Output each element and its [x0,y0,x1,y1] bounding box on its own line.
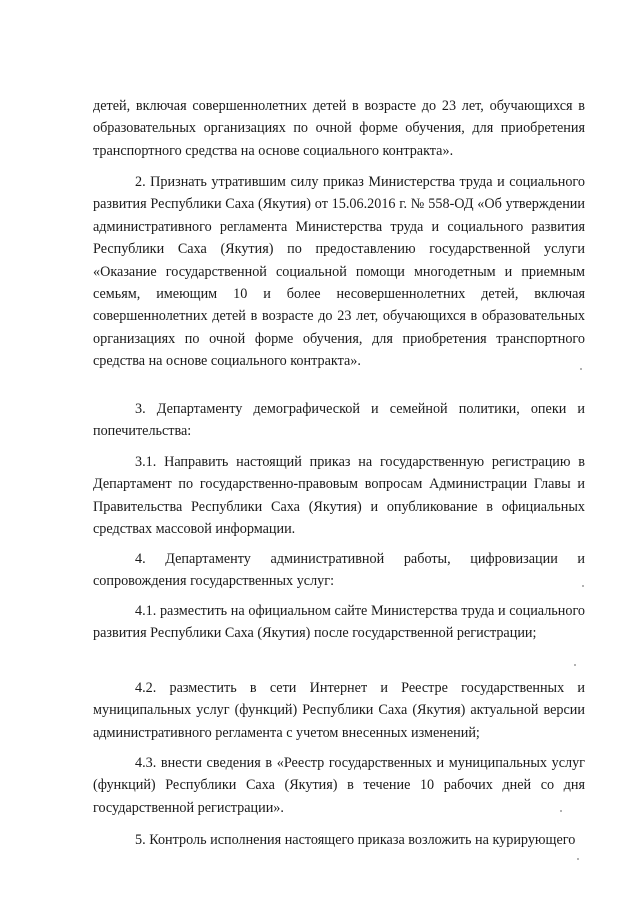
paragraph-item-4: 4. Департаменту административной работы, цифровизации и сопровождения государственных услуг: [93,551,585,590]
scan-speck [577,858,579,860]
paragraph-item-3: 3. Департаменту демографической и семейной политики, опеки и попечительства: [93,401,585,440]
paragraph-item-4-3: 4.3. внести сведения в «Реестр государственных и муниципальных услуг (функций) Республики Саха (Якутия) в течение 10 рабочих дней со дня государственной регистрации». [93,755,585,816]
scan-speck [574,664,576,666]
paragraph-item-2: 2. Признать утратившим силу приказ Министерства труда и социального развития Республики Саха (Якутия) от 15.06.2016 г. № 558-ОД «Об утверждении административного регламента Министерства труда и социального развития Республики Саха (Якутия) по предоставлению государственной услуги «Оказание государственной социальной помощи многодетным и приемным семьям, имеющим 10 и более несовершеннолетних детей, включая совершеннолетних детей в возрасте до 23 лет, обучающихся в образовательных организациях по очной форме обучения, для приобретения транспортного средства на основе социального контракта». [93,174,585,370]
scan-speck [582,585,584,587]
paragraph-item-3-1: 3.1. Направить настоящий приказ на государственную регистрацию в Департамент по государственно-правовым вопросам Администрации Главы и Правительства Республики Саха (Якутия) и опубликование в официальных средствах массовой информации. [93,454,585,538]
scan-speck [580,368,582,370]
paragraph-continuation: детей, включая совершеннолетних детей в возрасте до 23 лет, обучающихся в образовательных организациях по очной форме обучения, для приобретения транспортного средства на основе социального контракта». [93,98,585,159]
paragraph-item-4-2: 4.2. разместить в сети Интернет и Реестре государственных и муниципальных услуг (функций) Республики Саха (Якутия) актуальной версии административного регламента с учетом внесенных изменений; [93,680,585,741]
scan-speck [560,810,562,812]
paragraph-item-5: 5. Контроль исполнения настоящего приказа возложить на курирующего [135,832,576,848]
paragraph-item-4-1: 4.1. разместить на официальном сайте Министерства труда и социального развития Республики Саха (Якутия) после государственной регистрации; [93,603,585,642]
